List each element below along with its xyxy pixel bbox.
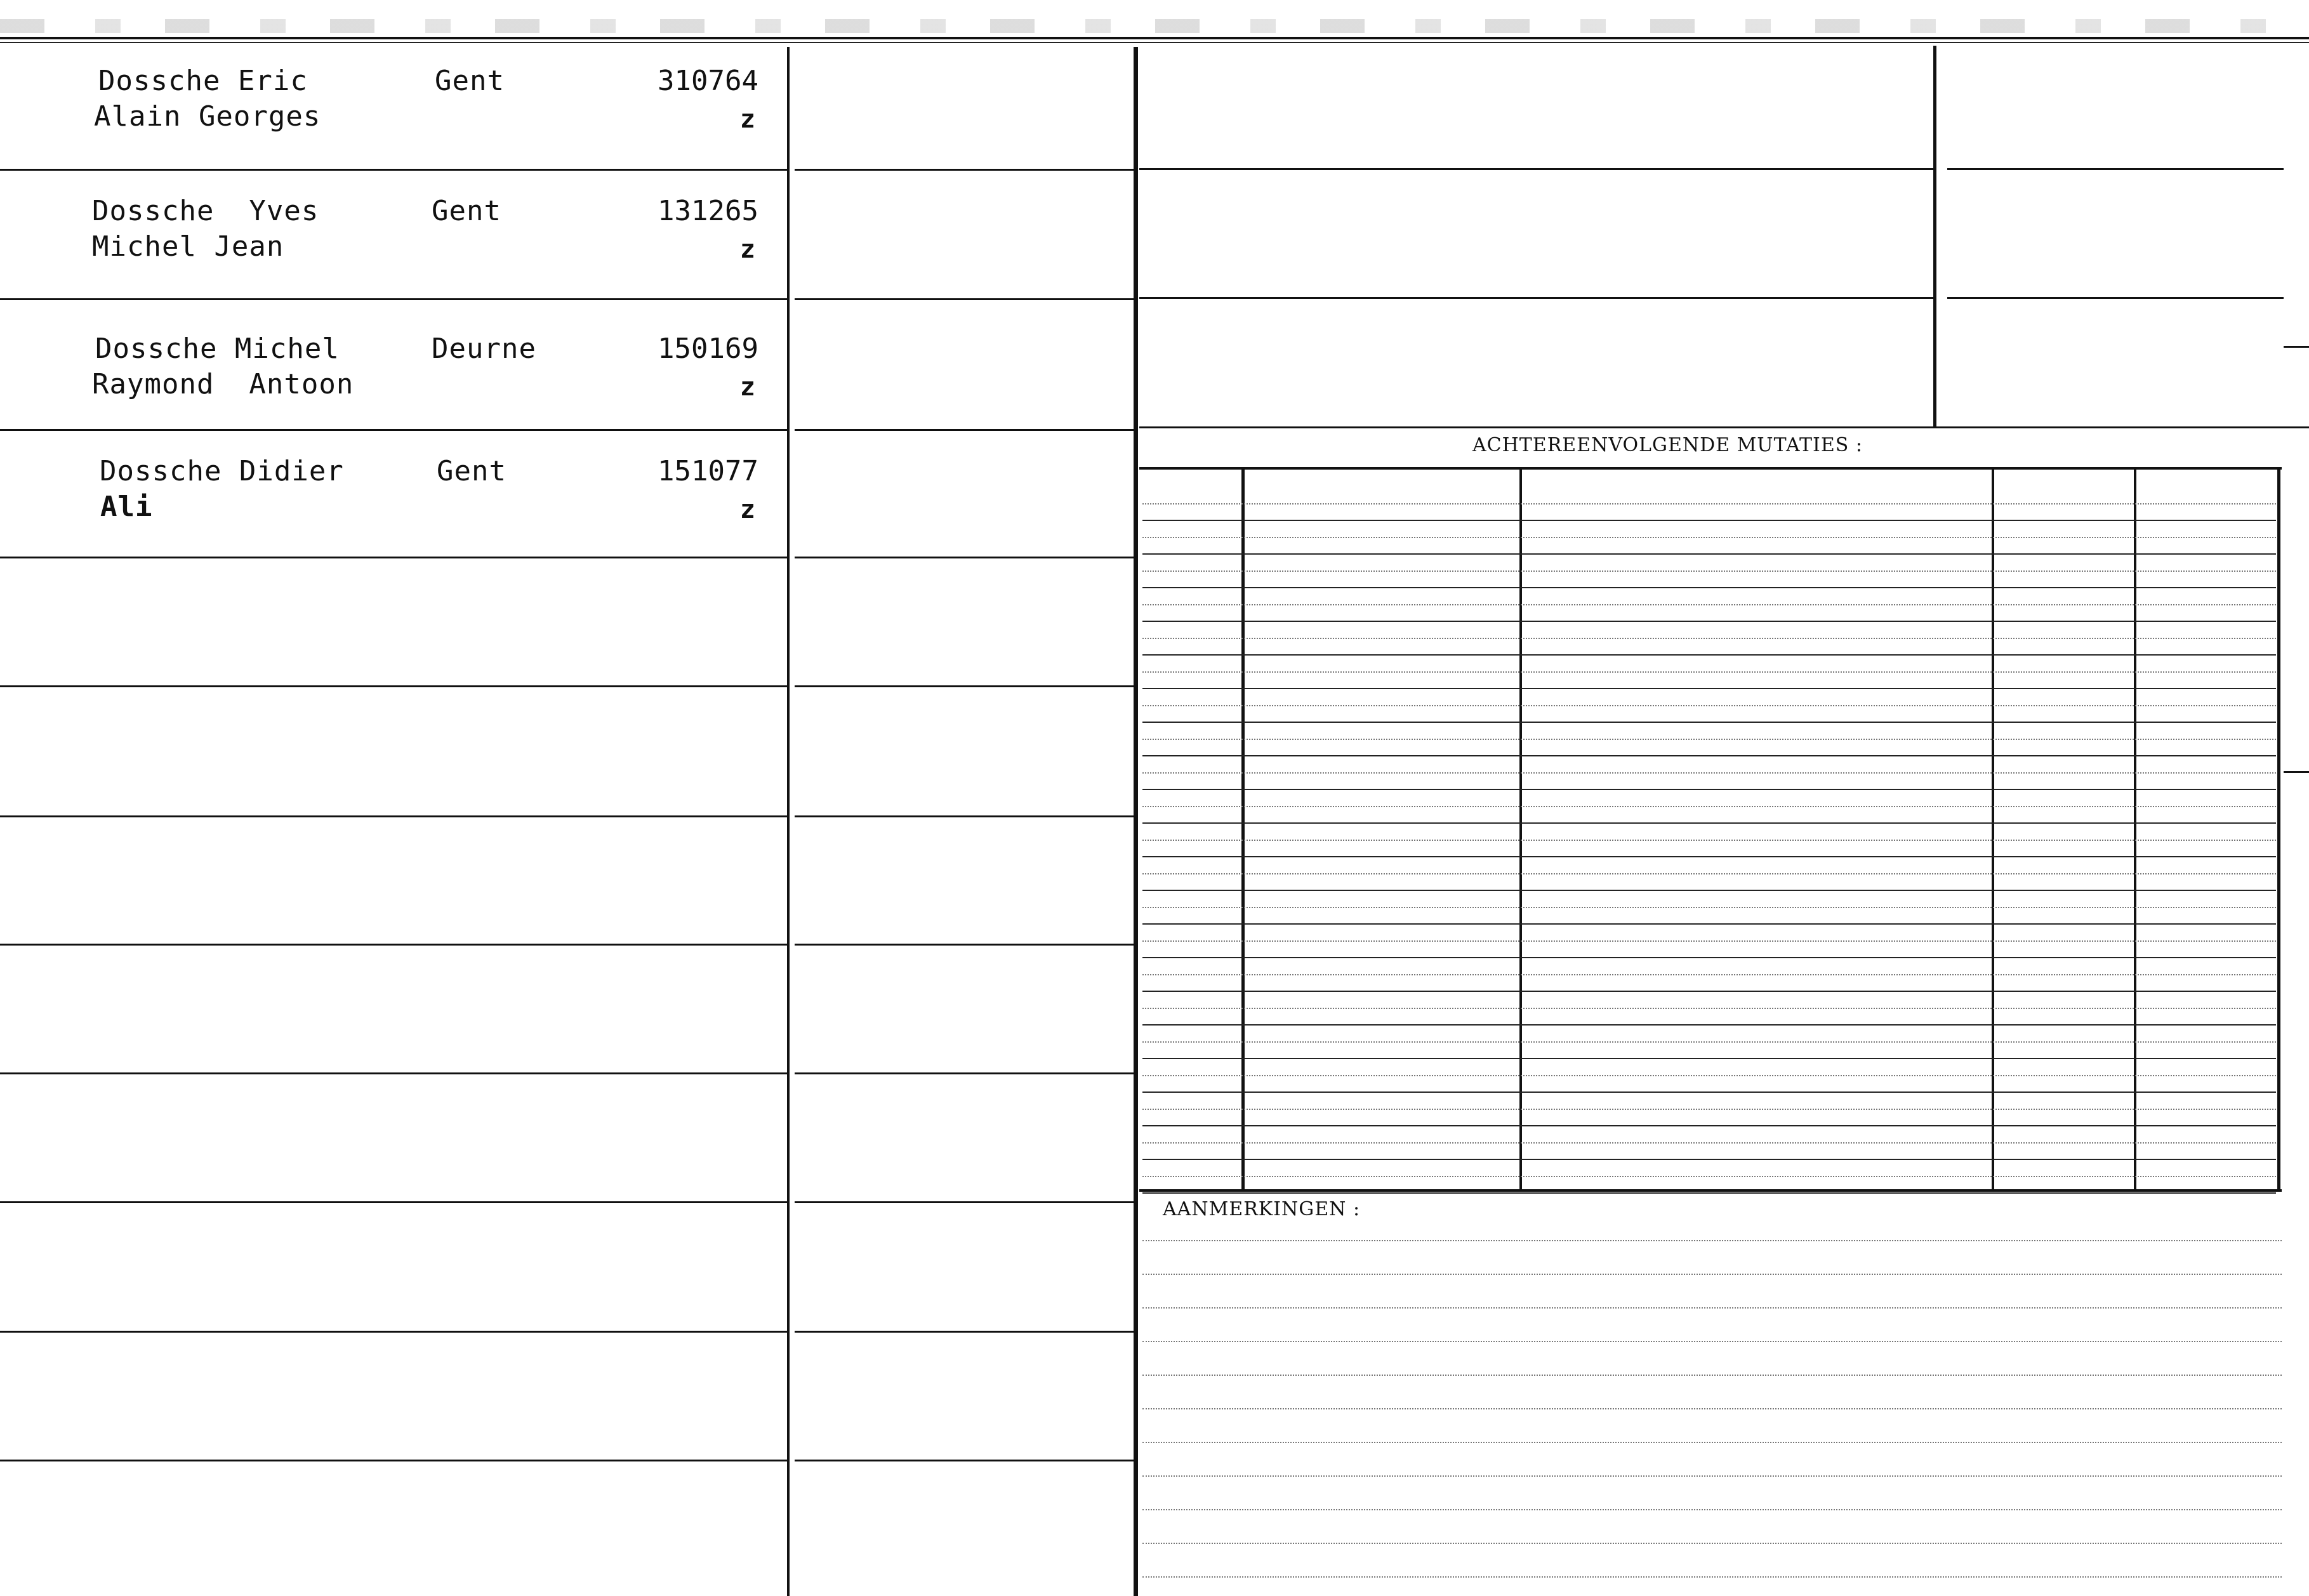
- mutations-title: ACHTEREENVOLGENDE MUTATIES :: [1472, 434, 1863, 456]
- register-row-rule: [0, 169, 787, 171]
- mutation-dotted-rule: [1142, 604, 2276, 605]
- mutation-dotted-rule: [1142, 772, 2276, 774]
- mutation-solid-rule: [1142, 822, 2276, 824]
- remarks-dotted-rule: [1142, 1375, 2282, 1376]
- remarks-title: AANMERKINGEN :: [1163, 1198, 1361, 1220]
- entry-place: Gent: [437, 455, 506, 487]
- top-border-inner: [0, 42, 2309, 43]
- register-row-rule: [795, 944, 1134, 946]
- entry-code: z: [739, 105, 755, 134]
- remarks-dotted-rule: [1142, 1240, 2282, 1241]
- register-row-rule: [0, 1072, 787, 1074]
- mutation-solid-rule: [1142, 1024, 2276, 1026]
- entry-code: z: [739, 373, 755, 402]
- mutation-dotted-rule: [1142, 1075, 2276, 1076]
- mutation-dotted-rule: [1142, 873, 2276, 874]
- entry-place: Gent: [432, 195, 501, 227]
- entry-place: Deurne: [432, 333, 536, 365]
- mutations-col-divider: [2134, 470, 2136, 1191]
- mutation-dotted-rule: [1142, 1041, 2276, 1043]
- entry-name-line2: Ali: [100, 491, 153, 523]
- register-row-rule: [795, 1331, 1134, 1333]
- register-row-rule: [0, 1460, 787, 1461]
- register-row-rule: [795, 557, 1134, 558]
- upper-box-rule: [1947, 297, 2284, 299]
- mutation-dotted-rule: [1142, 840, 2276, 841]
- mutations-col-divider: [1241, 470, 1245, 1191]
- scan-artifact-top: [0, 19, 2309, 33]
- mutation-dotted-rule: [1142, 638, 2276, 639]
- mutation-dotted-rule: [1142, 739, 2276, 740]
- mutation-dotted-rule: [1142, 1109, 2276, 1110]
- register-row-rule: [0, 298, 787, 300]
- entry-number: 310764: [658, 65, 758, 97]
- mutation-solid-rule: [1142, 1091, 2276, 1093]
- entry-code: z: [739, 495, 755, 524]
- register-row-rule: [0, 685, 787, 687]
- register-row-rule: [795, 815, 1134, 817]
- register-row-rule: [795, 1201, 1134, 1203]
- mutation-dotted-rule: [1142, 1142, 2276, 1144]
- register-row-rule: [795, 298, 1134, 300]
- upper-box-rule: [1139, 297, 1934, 299]
- mutation-solid-rule: [1142, 654, 2276, 656]
- entry-code: z: [739, 235, 755, 264]
- mutation-solid-rule: [1142, 722, 2276, 723]
- register-row-rule: [0, 557, 787, 558]
- remarks-dotted-rule: [1142, 1274, 2282, 1275]
- mutation-dotted-rule: [1142, 705, 2276, 706]
- remarks-dotted-rule: [1142, 1408, 2282, 1409]
- top-border: [0, 37, 2309, 39]
- upper-box-rule: [1947, 168, 2284, 170]
- mutation-dotted-rule: [1142, 806, 2276, 807]
- mutation-dotted-rule: [1142, 671, 2276, 673]
- margin-tick: [2284, 771, 2309, 773]
- mutation-solid-rule: [1142, 1192, 2276, 1194]
- remarks-dotted-rule: [1142, 1307, 2282, 1309]
- remarks-dotted-rule: [1142, 1442, 2282, 1443]
- mutations-table-bottom: [1139, 1189, 2282, 1192]
- mutations-right-border: [2277, 467, 2280, 1191]
- register-row-rule: [0, 1201, 787, 1203]
- mutation-solid-rule: [1142, 587, 2276, 588]
- mutation-solid-rule: [1142, 1125, 2276, 1126]
- mutation-dotted-rule: [1142, 1176, 2276, 1177]
- entry-number: 131265: [658, 195, 758, 227]
- mutation-dotted-rule: [1142, 940, 2276, 942]
- mutation-dotted-rule: [1142, 974, 2276, 975]
- mutation-dotted-rule: [1142, 503, 2276, 505]
- entry-number: 151077: [658, 455, 758, 487]
- entry-name-line1: Dossche Eric: [98, 65, 308, 97]
- mutation-solid-rule: [1142, 991, 2276, 992]
- mutations-col-divider: [1519, 470, 1522, 1191]
- mutation-solid-rule: [1142, 923, 2276, 925]
- mutation-dotted-rule: [1142, 1008, 2276, 1009]
- mutation-solid-rule: [1142, 957, 2276, 958]
- mutations-col-divider: [1992, 470, 1994, 1191]
- right-panel-left-border: [1134, 47, 1137, 1596]
- remarks-dotted-rule: [1142, 1475, 2282, 1477]
- mutation-solid-rule: [1142, 890, 2276, 891]
- register-row-rule: [0, 429, 787, 431]
- entry-name-line2: Raymond Antoon: [92, 368, 354, 400]
- remarks-dotted-rule: [1142, 1576, 2282, 1578]
- register-row-rule: [795, 1460, 1134, 1461]
- entry-name-line1: Dossche Yves: [92, 195, 319, 227]
- entry-name-line1: Dossche Michel: [95, 333, 340, 365]
- upper-box-rule: [1139, 168, 1934, 170]
- mutation-solid-rule: [1142, 1159, 2276, 1160]
- mutation-solid-rule: [1142, 856, 2276, 857]
- entry-place: Gent: [435, 65, 505, 97]
- register-column-divider: [787, 47, 790, 1596]
- mutation-solid-rule: [1142, 553, 2276, 555]
- margin-tick: [2284, 346, 2309, 348]
- mutation-solid-rule: [1142, 789, 2276, 790]
- register-row-rule: [795, 169, 1134, 171]
- entry-name-line2: Alain Georges: [94, 100, 321, 133]
- register-row-rule: [0, 944, 787, 946]
- mutation-solid-rule: [1142, 621, 2276, 622]
- register-row-rule: [795, 1072, 1134, 1074]
- mutations-table-top: [1139, 467, 2282, 470]
- remarks-dotted-rule: [1142, 1341, 2282, 1342]
- mutation-dotted-rule: [1142, 907, 2276, 908]
- mutation-dotted-rule: [1142, 570, 2276, 572]
- register-row-rule: [0, 815, 787, 817]
- mutation-dotted-rule: [1142, 537, 2276, 538]
- register-row-rule: [795, 429, 1134, 431]
- entry-number: 150169: [658, 333, 758, 365]
- entry-name-line2: Michel Jean: [92, 230, 284, 263]
- register-row-rule: [795, 685, 1134, 687]
- entry-name-line1: Dossche Didier: [100, 455, 344, 487]
- upper-box-bottom: [1139, 426, 2309, 428]
- mutation-solid-rule: [1142, 755, 2276, 756]
- upper-box-divider: [1933, 46, 1936, 426]
- mutation-solid-rule: [1142, 520, 2276, 521]
- mutation-solid-rule: [1142, 1058, 2276, 1059]
- remarks-dotted-rule: [1142, 1543, 2282, 1544]
- mutation-solid-rule: [1142, 688, 2276, 689]
- remarks-dotted-rule: [1142, 1509, 2282, 1510]
- register-row-rule: [0, 1331, 787, 1333]
